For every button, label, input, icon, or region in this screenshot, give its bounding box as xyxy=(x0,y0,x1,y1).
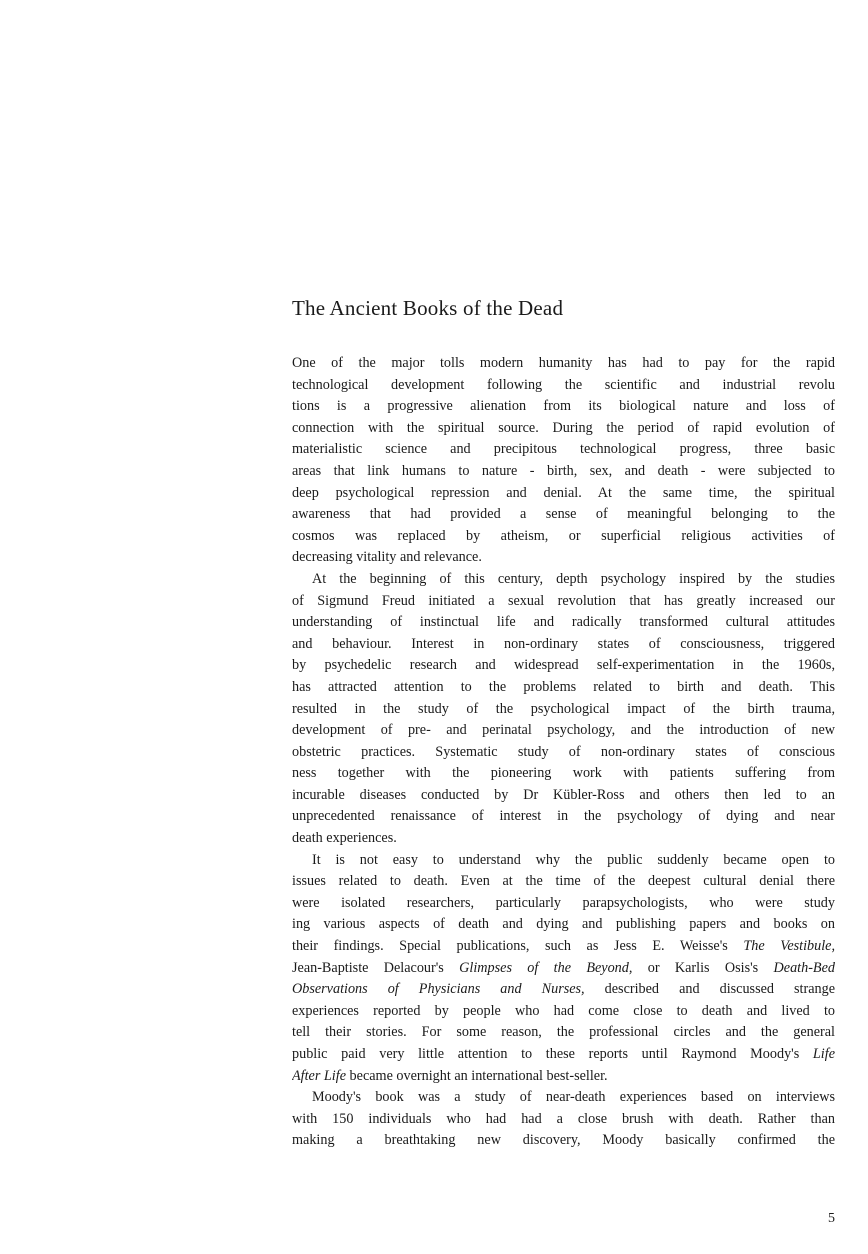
line-text: and behaviour. Interest in non-ordinary states of consciousness, triggered xyxy=(292,635,835,652)
line-text: technological development following the scientific and industrial revolu xyxy=(292,376,835,393)
text-line xyxy=(292,547,835,569)
text-line xyxy=(292,1087,835,1109)
text-line xyxy=(292,655,835,677)
line-text: has attracted attention to the problems related to birth and death. This xyxy=(292,678,835,695)
line-text: ing various aspects of death and dying and publishing papers and books on xyxy=(292,916,835,933)
text-line xyxy=(292,1130,835,1152)
text-line xyxy=(292,526,835,548)
line-text: One of the major tolls modern humanity has had to pay for the rapid xyxy=(292,355,835,371)
line-text: resulted in the study of the psychological impact of the birth trauma, xyxy=(292,700,835,717)
text-line xyxy=(292,1022,835,1044)
line-text: experiences reported by people who had come close to death and lived to xyxy=(292,1002,835,1019)
body-text xyxy=(292,353,835,1152)
line-text: death experiences. xyxy=(292,830,397,847)
text-line xyxy=(292,979,835,1001)
line-text: connection with the spiritual source. During the period of rapid evolution of xyxy=(292,419,835,436)
line-text: materialistic science and precipitous technological progress, three basic xyxy=(292,441,835,458)
line-text: making a breathtaking new discovery, Moody basically confirmed the xyxy=(292,1132,835,1149)
line-text: decreasing vitality and relevance. xyxy=(292,549,482,566)
line-text: understanding of instinctual life and radically transformed cultural attitudes xyxy=(292,614,835,631)
line-text: cosmos was replaced by atheism, or superficial religious activities of xyxy=(292,527,835,544)
text-line xyxy=(292,461,835,483)
italic-title-text: Death-Bed xyxy=(773,959,835,976)
text-line xyxy=(292,375,835,397)
text-line xyxy=(292,893,835,915)
line-text: development of pre- and perinatal psychology, and the introduction of new xyxy=(292,722,835,739)
italic-title-text: The Vestibule, xyxy=(743,938,835,955)
text-line xyxy=(292,871,835,893)
text-line xyxy=(292,914,835,936)
text-line xyxy=(292,958,835,980)
line-text: described and discussed strange xyxy=(584,981,835,998)
line-text: or Karlis Osis's xyxy=(632,959,774,976)
line-text: with 150 individuals who had had a close brush with death. Rather than xyxy=(292,1110,835,1127)
text-line xyxy=(292,806,835,828)
italic-title-text: After Life xyxy=(292,1067,346,1084)
line-text: public paid very little attention to these reports until Raymond Moody's xyxy=(292,1046,813,1062)
line-text: areas that link humans to nature - birth, sex, and death - were subjected to xyxy=(292,462,835,479)
line-text: deep psychological repression and denial. At the same time, the spiritual xyxy=(292,484,835,501)
text-line xyxy=(292,677,835,699)
text-line xyxy=(292,1066,835,1088)
text-line xyxy=(292,1109,835,1131)
italic-title-text: Life xyxy=(812,1046,835,1062)
line-text: their findings. Special publications, such as Jess E. Weisse's xyxy=(292,938,744,955)
text-line xyxy=(292,742,835,764)
line-text: Jean-Baptiste Delacour's xyxy=(292,959,460,976)
line-text: of Sigmund Freud initiated a sexual revolution that has greatly increased our xyxy=(292,592,835,609)
italic-title-text: Glimpses of the Beyond, xyxy=(459,959,633,976)
line-text: awareness that had provided a sense of meaningful belonging to the xyxy=(292,506,835,523)
text-line xyxy=(292,634,835,656)
line-text: It is not easy to understand why the public suddenly became open to xyxy=(312,851,835,868)
text-line xyxy=(292,699,835,721)
line-text: At the beginning of this century, depth psychology inspired by the studies xyxy=(312,570,835,587)
text-line xyxy=(292,936,835,958)
line-text: unprecedented renaissance of interest in the psychology of dying and near xyxy=(292,808,835,825)
line-text: incurable diseases conducted by Dr Kübler-Ross and others then led to an xyxy=(292,786,835,803)
text-line xyxy=(292,353,835,375)
line-text: obstetric practices. Systematic study of non-ordinary states of conscious xyxy=(292,743,835,760)
text-line xyxy=(292,569,835,591)
text-line xyxy=(292,720,835,742)
text-line xyxy=(292,763,835,785)
line-text: became overnight an international best-seller. xyxy=(346,1067,608,1084)
line-text: by psychedelic research and widespread self-experimentation in the 1960s, xyxy=(292,657,835,674)
text-line xyxy=(292,785,835,807)
chapter-title: The Ancient Books of the Dead xyxy=(292,296,564,320)
text-line xyxy=(292,418,835,440)
text-line xyxy=(292,439,835,461)
text-line xyxy=(292,612,835,634)
line-text: tell their stories. For some reason, the professional circles and the general xyxy=(292,1024,835,1041)
text-line xyxy=(292,504,835,526)
line-text: tions is a progressive alienation from its biological nature and loss of xyxy=(292,398,835,415)
italic-title-text: Observations of Physicians and Nurses, xyxy=(292,981,585,998)
text-line xyxy=(292,591,835,613)
text-line xyxy=(292,1044,835,1066)
line-text: ness together with the pioneering work with patients suffering from xyxy=(292,765,835,782)
text-line xyxy=(292,1001,835,1023)
text-line xyxy=(292,396,835,418)
text-line xyxy=(292,483,835,505)
line-text: Moody's book was a study of near-death experiences based on interviews xyxy=(312,1089,835,1106)
text-line xyxy=(292,828,835,850)
text-line xyxy=(292,850,835,872)
line-text: issues related to death. Even at the time of the deepest cultural denial there xyxy=(292,873,835,890)
page-number: 5 xyxy=(828,1211,835,1226)
line-text: were isolated researchers, particularly parapsychologists, who were study xyxy=(292,894,835,911)
